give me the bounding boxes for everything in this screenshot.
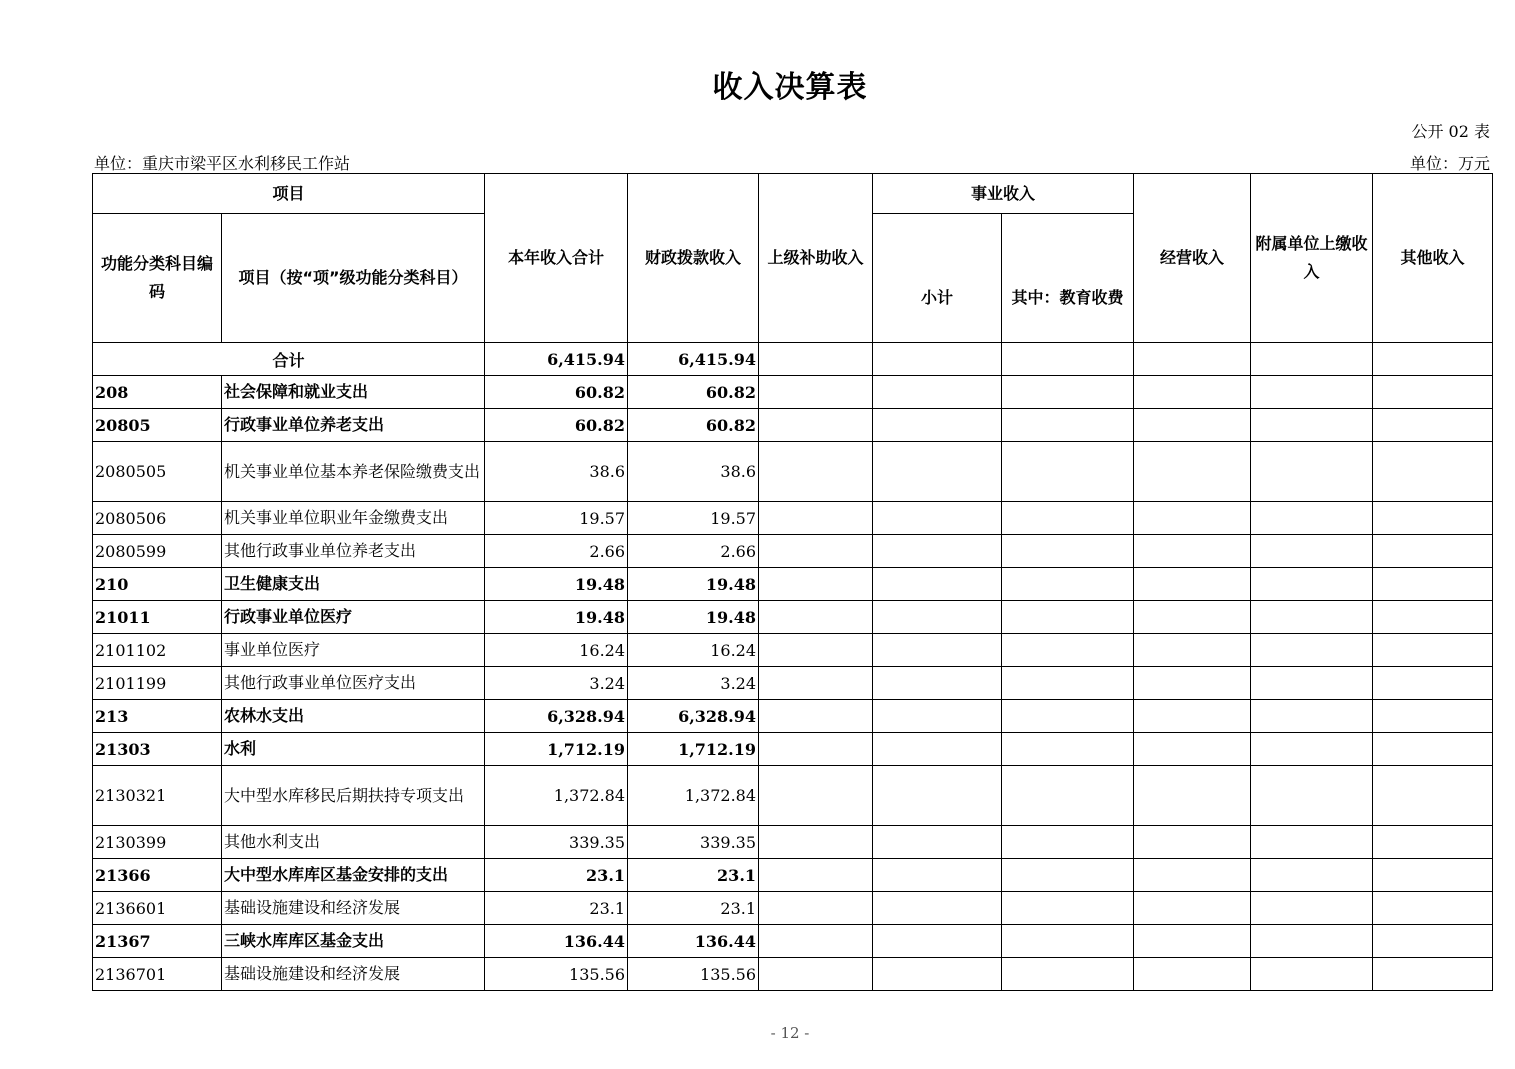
header-operating-income: 经营收入 xyxy=(1134,174,1251,343)
empty-cell xyxy=(873,442,1002,502)
empty-cell xyxy=(873,535,1002,568)
header-affiliated-income: 附属单位上缴收入 xyxy=(1251,174,1373,343)
empty-cell xyxy=(1373,733,1493,766)
empty-cell xyxy=(759,409,873,442)
empty-cell xyxy=(1373,667,1493,700)
fiscal-appropriation-cell: 1,712.19 xyxy=(628,733,759,766)
empty-cell xyxy=(1002,409,1134,442)
empty-cell xyxy=(1002,442,1134,502)
fiscal-appropriation-cell: 2.66 xyxy=(628,535,759,568)
code-cell: 20805 xyxy=(93,409,222,442)
empty-cell xyxy=(1373,535,1493,568)
table-row xyxy=(93,700,1493,733)
total-income-cell: 136.44 xyxy=(485,925,628,958)
fiscal-appropriation-cell: 16.24 xyxy=(628,634,759,667)
item-name-cell: 行政事业单位医疗 xyxy=(222,601,485,634)
item-name-cell: 卫生健康支出 xyxy=(222,568,485,601)
table-row xyxy=(93,892,1493,925)
table-row xyxy=(93,568,1493,601)
empty-cell xyxy=(759,826,873,859)
item-name-cell: 农林水支出 xyxy=(222,700,485,733)
table-row xyxy=(93,859,1493,892)
empty-cell xyxy=(1134,766,1251,826)
empty-cell xyxy=(1134,925,1251,958)
code-cell: 21303 xyxy=(93,733,222,766)
code-cell: 21367 xyxy=(93,925,222,958)
table-row xyxy=(93,958,1493,991)
code-cell: 2080599 xyxy=(93,535,222,568)
empty-cell xyxy=(1134,892,1251,925)
table-row xyxy=(93,409,1493,442)
empty-cell xyxy=(759,667,873,700)
empty-cell xyxy=(759,343,873,376)
empty-cell xyxy=(873,859,1002,892)
empty-cell xyxy=(1373,859,1493,892)
empty-cell xyxy=(759,958,873,991)
empty-cell xyxy=(1134,859,1251,892)
code-cell: 2130321 xyxy=(93,766,222,826)
code-cell: 2136601 xyxy=(93,892,222,925)
empty-cell xyxy=(1373,343,1493,376)
empty-cell xyxy=(873,634,1002,667)
header-item-name: 项目（按“项”级功能分类科目） xyxy=(222,214,485,343)
empty-cell xyxy=(1251,925,1373,958)
empty-cell xyxy=(1373,958,1493,991)
empty-cell xyxy=(1373,568,1493,601)
item-name-cell: 机关事业单位职业年金缴费支出 xyxy=(222,502,485,535)
code-cell: 2080505 xyxy=(93,442,222,502)
table-row xyxy=(93,376,1493,409)
empty-cell xyxy=(759,442,873,502)
fiscal-appropriation-cell: 60.82 xyxy=(628,409,759,442)
table-row xyxy=(93,502,1493,535)
fiscal-appropriation-cell: 3.24 xyxy=(628,667,759,700)
header-business-income: 事业收入 xyxy=(873,174,1134,214)
empty-cell xyxy=(1251,766,1373,826)
empty-cell xyxy=(759,925,873,958)
empty-cell xyxy=(1373,634,1493,667)
code-cell: 2101199 xyxy=(93,667,222,700)
empty-cell xyxy=(1002,766,1134,826)
table-body xyxy=(93,343,1493,991)
empty-cell xyxy=(1002,892,1134,925)
table-row xyxy=(93,601,1493,634)
empty-cell xyxy=(873,601,1002,634)
item-name-cell: 基础设施建设和经济发展 xyxy=(222,958,485,991)
total-income-cell: 19.48 xyxy=(485,601,628,634)
empty-cell xyxy=(1251,634,1373,667)
header-function-code: 功能分类科目编码 xyxy=(93,214,222,343)
empty-cell xyxy=(1002,634,1134,667)
empty-cell xyxy=(1134,343,1251,376)
page-number: - 12 - xyxy=(770,1024,810,1042)
empty-cell xyxy=(1373,376,1493,409)
empty-cell xyxy=(759,376,873,409)
empty-cell xyxy=(1002,601,1134,634)
empty-cell xyxy=(1373,700,1493,733)
empty-cell xyxy=(1134,502,1251,535)
empty-cell xyxy=(873,667,1002,700)
fiscal-appropriation-cell: 38.6 xyxy=(628,442,759,502)
table-row xyxy=(93,442,1493,502)
empty-cell xyxy=(873,343,1002,376)
empty-cell xyxy=(1373,925,1493,958)
empty-cell xyxy=(1002,925,1134,958)
total-income-cell: 60.82 xyxy=(485,409,628,442)
empty-cell xyxy=(1002,667,1134,700)
empty-cell xyxy=(1373,766,1493,826)
item-name-cell: 社会保障和就业支出 xyxy=(222,376,485,409)
header-total-income: 本年收入合计 xyxy=(485,174,628,343)
code-cell: 213 xyxy=(93,700,222,733)
code-cell: 2080506 xyxy=(93,502,222,535)
empty-cell xyxy=(759,892,873,925)
code-cell: 2101102 xyxy=(93,634,222,667)
empty-cell xyxy=(1251,667,1373,700)
total-income-cell: 1,372.84 xyxy=(485,766,628,826)
code-cell: 21011 xyxy=(93,601,222,634)
empty-cell xyxy=(1134,958,1251,991)
fiscal-appropriation-cell: 23.1 xyxy=(628,892,759,925)
code-cell: 2130399 xyxy=(93,826,222,859)
empty-cell xyxy=(873,958,1002,991)
empty-cell xyxy=(1134,733,1251,766)
total-income-cell: 6,328.94 xyxy=(485,700,628,733)
empty-cell xyxy=(1134,700,1251,733)
total-income-cell: 135.56 xyxy=(485,958,628,991)
table-row xyxy=(93,733,1493,766)
empty-cell xyxy=(1251,502,1373,535)
empty-cell xyxy=(759,700,873,733)
table-row xyxy=(93,925,1493,958)
item-name-cell: 事业单位医疗 xyxy=(222,634,485,667)
total-income-cell: 19.48 xyxy=(485,568,628,601)
table-row xyxy=(93,667,1493,700)
empty-cell xyxy=(873,733,1002,766)
empty-cell xyxy=(1373,502,1493,535)
empty-cell xyxy=(1134,634,1251,667)
empty-cell xyxy=(1251,892,1373,925)
total-fiscal-value: 6,415.94 xyxy=(628,343,759,376)
fiscal-appropriation-cell: 19.48 xyxy=(628,601,759,634)
item-name-cell: 大中型水库库区基金安排的支出 xyxy=(222,859,485,892)
total-income-cell: 3.24 xyxy=(485,667,628,700)
empty-cell xyxy=(873,568,1002,601)
empty-cell xyxy=(1251,958,1373,991)
empty-cell xyxy=(759,601,873,634)
total-label: 合计 xyxy=(93,343,485,376)
empty-cell xyxy=(873,376,1002,409)
empty-cell xyxy=(759,733,873,766)
empty-cell xyxy=(1251,859,1373,892)
code-cell: 208 xyxy=(93,376,222,409)
empty-cell xyxy=(759,568,873,601)
empty-cell xyxy=(1251,568,1373,601)
empty-cell xyxy=(1002,535,1134,568)
code-cell: 210 xyxy=(93,568,222,601)
empty-cell xyxy=(1134,442,1251,502)
table-row xyxy=(93,766,1493,826)
empty-cell xyxy=(873,502,1002,535)
empty-cell xyxy=(759,634,873,667)
table-row xyxy=(93,634,1493,667)
empty-cell xyxy=(1373,409,1493,442)
header-item: 项目 xyxy=(93,174,485,214)
empty-cell xyxy=(1002,376,1134,409)
total-income-cell: 16.24 xyxy=(485,634,628,667)
header-education-fee: 其中：教育收费 xyxy=(1002,214,1134,343)
total-income-cell: 60.82 xyxy=(485,376,628,409)
page-title: 收入决算表 xyxy=(712,70,868,105)
fiscal-appropriation-cell: 19.57 xyxy=(628,502,759,535)
empty-cell xyxy=(1251,376,1373,409)
total-income-cell: 1,712.19 xyxy=(485,733,628,766)
item-name-cell: 其他水利支出 xyxy=(222,826,485,859)
item-name-cell: 水利 xyxy=(222,733,485,766)
empty-cell xyxy=(1002,568,1134,601)
empty-cell xyxy=(759,859,873,892)
item-name-cell: 其他行政事业单位医疗支出 xyxy=(222,667,485,700)
fiscal-appropriation-cell: 19.48 xyxy=(628,568,759,601)
item-name-cell: 大中型水库移民后期扶持专项支出 xyxy=(222,766,485,826)
total-income-cell: 19.57 xyxy=(485,502,628,535)
total-income-cell: 339.35 xyxy=(485,826,628,859)
fiscal-appropriation-cell: 135.56 xyxy=(628,958,759,991)
empty-cell xyxy=(1002,826,1134,859)
empty-cell xyxy=(759,502,873,535)
fiscal-appropriation-cell: 136.44 xyxy=(628,925,759,958)
empty-cell xyxy=(873,892,1002,925)
empty-cell xyxy=(1134,409,1251,442)
code-cell: 21366 xyxy=(93,859,222,892)
item-name-cell: 三峡水库库区基金支出 xyxy=(222,925,485,958)
empty-cell xyxy=(1251,535,1373,568)
table-row xyxy=(93,826,1493,859)
header-superior-subsidy: 上级补助收入 xyxy=(759,174,873,343)
empty-cell xyxy=(1002,958,1134,991)
header-other-income: 其他收入 xyxy=(1373,174,1493,343)
empty-cell xyxy=(873,766,1002,826)
empty-cell xyxy=(759,766,873,826)
empty-cell xyxy=(1134,568,1251,601)
fiscal-appropriation-cell: 23.1 xyxy=(628,859,759,892)
item-name-cell: 行政事业单位养老支出 xyxy=(222,409,485,442)
header-fiscal-appropriation: 财政拨款收入 xyxy=(628,174,759,343)
fiscal-appropriation-cell: 60.82 xyxy=(628,376,759,409)
item-name-cell: 其他行政事业单位养老支出 xyxy=(222,535,485,568)
empty-cell xyxy=(1373,892,1493,925)
fiscal-appropriation-cell: 1,372.84 xyxy=(628,766,759,826)
fiscal-appropriation-cell: 339.35 xyxy=(628,826,759,859)
empty-cell xyxy=(1373,442,1493,502)
empty-cell xyxy=(873,700,1002,733)
empty-cell xyxy=(1251,826,1373,859)
empty-cell xyxy=(1002,733,1134,766)
empty-cell xyxy=(1134,535,1251,568)
empty-cell xyxy=(1002,343,1134,376)
empty-cell xyxy=(1251,700,1373,733)
empty-cell xyxy=(1134,601,1251,634)
empty-cell xyxy=(1002,502,1134,535)
total-income-value: 6,415.94 xyxy=(485,343,628,376)
empty-cell xyxy=(1251,343,1373,376)
form-number: 公开 02 表 xyxy=(1411,122,1490,141)
income-final-account-table xyxy=(92,173,1493,991)
empty-cell xyxy=(1373,826,1493,859)
unit-organization: 单位：重庆市梁平区水利移民工作站 xyxy=(94,154,351,173)
unit-currency: 单位：万元 xyxy=(1409,154,1490,173)
empty-cell xyxy=(759,535,873,568)
item-name-cell: 基础设施建设和经济发展 xyxy=(222,892,485,925)
empty-cell xyxy=(1134,376,1251,409)
empty-cell xyxy=(1373,601,1493,634)
empty-cell xyxy=(873,925,1002,958)
total-income-cell: 23.1 xyxy=(485,892,628,925)
total-income-cell: 23.1 xyxy=(485,859,628,892)
empty-cell xyxy=(873,409,1002,442)
code-cell: 2136701 xyxy=(93,958,222,991)
total-row xyxy=(93,343,1493,376)
empty-cell xyxy=(1251,442,1373,502)
table-row xyxy=(93,535,1493,568)
empty-cell xyxy=(1251,601,1373,634)
header-subtotal: 小计 xyxy=(873,214,1002,343)
fiscal-appropriation-cell: 6,328.94 xyxy=(628,700,759,733)
empty-cell xyxy=(873,826,1002,859)
empty-cell xyxy=(1134,826,1251,859)
empty-cell xyxy=(1251,733,1373,766)
total-income-cell: 2.66 xyxy=(485,535,628,568)
empty-cell xyxy=(1002,700,1134,733)
item-name-cell: 机关事业单位基本养老保险缴费支出 xyxy=(222,442,485,502)
empty-cell xyxy=(1002,859,1134,892)
total-income-cell: 38.6 xyxy=(485,442,628,502)
empty-cell xyxy=(1251,409,1373,442)
empty-cell xyxy=(1134,667,1251,700)
